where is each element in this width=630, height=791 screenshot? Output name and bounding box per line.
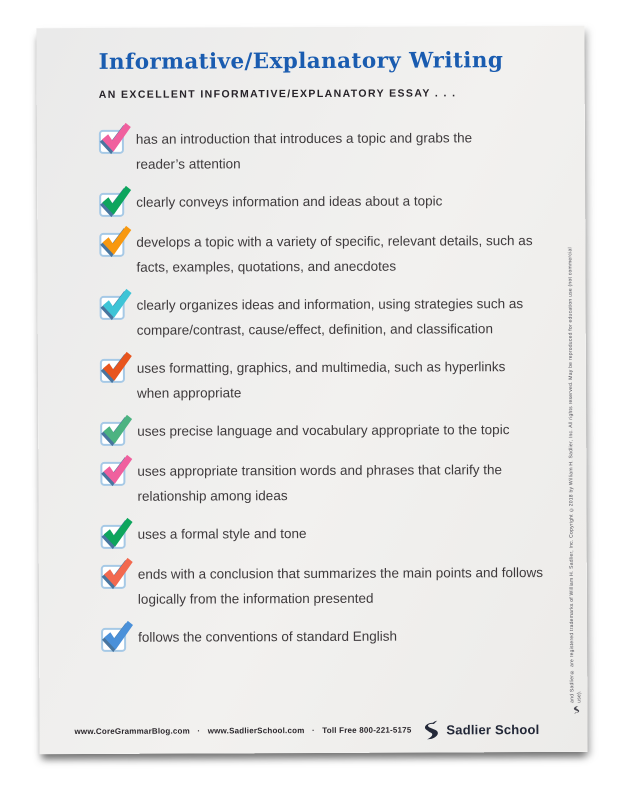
checklist-item — [100, 457, 546, 509]
sadlier-school-link[interactable]: www.SadlierSchool.com — [207, 726, 305, 736]
checklist-item-label: uses appropriate transition words and phrases that clarify the relationship among ideas — [137, 462, 503, 504]
checkbox[interactable] — [101, 628, 126, 652]
checkbox[interactable] — [101, 565, 126, 589]
checklist-item — [100, 354, 546, 406]
page-title: Informative/Explanatory Writing — [98, 48, 504, 75]
checkmark-icon — [101, 517, 134, 548]
toll-free-number: Toll Free 800-221-5175 — [322, 725, 412, 735]
checklist-item-label: uses precise language and vocabulary appropriate to the topic — [137, 422, 510, 439]
checklist-item — [101, 560, 547, 612]
page-subtitle: AN EXCELLENT INFORMATIVE/EXPLANATORY ESSAY . . . — [98, 87, 457, 101]
checkmark-icon — [99, 122, 132, 153]
checklist-item-label: uses formatting, graphics, and multimedia, such as hyperlinks when appropriate — [136, 359, 506, 401]
checklist-item-label: clearly conveys information and ideas about a topic — [136, 193, 443, 210]
checkbox[interactable] — [99, 233, 124, 257]
checkmark-icon — [101, 557, 134, 588]
checklist-item — [99, 188, 545, 217]
sadlier-s-bird-icon-small — [573, 706, 580, 714]
checklist-item-label: clearly organizes ideas and information, using strategies such as compare/contrast, cause/effect, definition, and classification — [136, 296, 524, 338]
checkbox[interactable] — [100, 296, 125, 320]
sadlier-school-logo — [424, 720, 539, 740]
sadlier-s-bird-icon — [424, 720, 441, 739]
footer-separator: · — [311, 725, 315, 736]
checklist-item-label: has an introduction that introduces a topic and grabs the reader’s attention — [135, 130, 473, 172]
checklist-item — [100, 417, 546, 446]
copyright-sidebar — [567, 244, 583, 714]
footer-links — [74, 726, 411, 736]
checkmark-icon — [100, 414, 133, 445]
checklist-item-label: uses a formal style and tone — [137, 526, 307, 542]
checkbox[interactable] — [99, 193, 124, 217]
checklist-item — [101, 520, 547, 549]
checkbox[interactable] — [99, 130, 124, 154]
checklist-item — [99, 125, 545, 177]
checklist-item-label: follows the conventions of standard English — [138, 628, 398, 645]
brand-name: Sadlier School — [446, 722, 540, 738]
checkmark-icon — [100, 351, 133, 382]
checkmark-icon — [100, 454, 133, 485]
core-grammar-blog-link[interactable]: www.CoreGrammarBlog.com — [74, 726, 190, 737]
checklist — [99, 125, 547, 652]
checklist-item — [101, 623, 547, 652]
checkbox[interactable] — [100, 462, 125, 486]
checkmark-icon — [99, 185, 132, 216]
checkbox[interactable] — [100, 422, 125, 446]
checkbox[interactable] — [101, 525, 126, 549]
footer — [74, 720, 573, 741]
footer-separator: · — [197, 726, 201, 736]
checklist-item-label: ends with a conclusion that summarizes the main points and follows logically from the information presented — [137, 564, 544, 607]
checkmark-icon — [100, 288, 133, 319]
checklist-item-label: develops a topic with a variety of specific, relevant details, such as facts, examples, quotations, and anecdotes — [136, 233, 533, 275]
checkmark-icon — [101, 620, 134, 651]
checkbox[interactable] — [100, 359, 125, 383]
copyright-text: and Sadlier® are registered trademarks of William H. Sadlier, Inc. Copyright ©2018 by William H. Sadlier, Inc. All rights reserved. May be reproduced for education use (not commercial use). — [567, 247, 583, 704]
checklist-item — [99, 228, 545, 280]
checklist-item — [100, 291, 546, 343]
worksheet-page — [36, 26, 587, 754]
checkmark-icon — [99, 225, 132, 256]
